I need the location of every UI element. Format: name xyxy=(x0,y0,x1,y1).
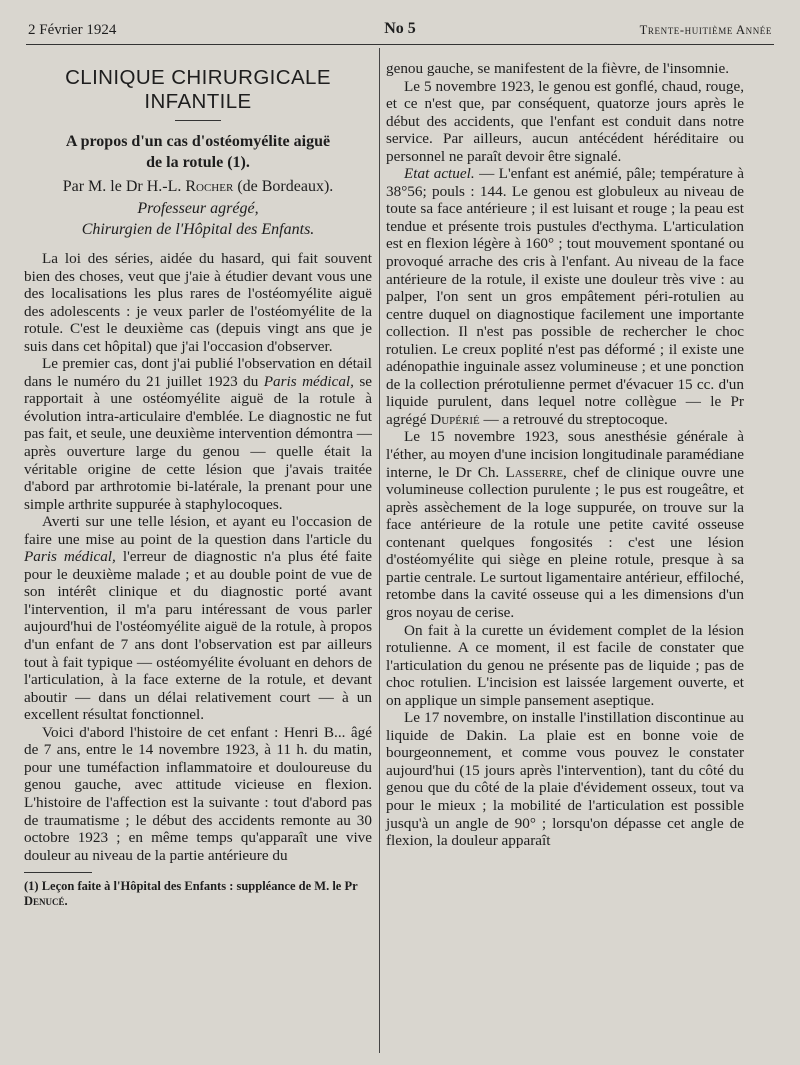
paragraph: Voici d'abord l'histoire de cet enfant : Henri B... âgé de 7 ans, entre le 14 novembre 1923, à 11 h. du matin, pour une tuméfaction inflammatoire et douloureuse du genou gauche, avec attitude vicieuse en flexion. L'histoire de l'affection est la suivante : tout d'abord pas de traumatisme ; le début des accidents remonte au 30 octobre 1923 ; en même temps qu'apparaît une vive douleur au niveau de la partie antérieure du xyxy=(24,723,372,864)
header-rule xyxy=(26,44,774,45)
issue-number: No 5 xyxy=(384,20,416,37)
section-title-line1: CLINIQUE CHIRURGICALE xyxy=(65,66,331,89)
byline-suffix: (de Bordeaux). xyxy=(237,178,334,195)
byline xyxy=(24,176,372,198)
paragraph: Le 17 novembre, on installe l'instillation discontinue au liquide de Dakin. La plaie est en bonne voie de bourgeonnement, et comme vous pouvez le constater aujourd'hui (15 jours après l'intervention), tant du côté du genou que du côté de la plaie d'évidement osseux, tout va pour le mieux ; la mobilité de l'articulation est possible jusqu'à un angle de 90° ; lorsqu'on dépasse cet angle de flexion, la douleur apparaît xyxy=(386,709,744,850)
paragraph: Etat actuel. — L'enfant est anémié, pâle; température à 38°56; pouls : 144. Le genou est globuleux au niveau de toute sa face antérieure ; il est luisant et rouge ; la peau est tendue et présente trois pustules d'ecthyma. L'articulation est en flexion légère à 160° ; tout mouvement spontané ou provoqué arrache des cris à l'enfant. Au niveau de la face antérieure de la rotule, il existe une douleur très vive : au palper, l'on sent un gros empâtement péri-rotulien au centre duquel on diagnostique facilement une importante collection. Il n'est pas possible de rechercher le choc rotulien. Le creux poplité n'est pas déformé ; il existe une adénopathie inguinale assez volumineuse ; et une ponction de la collection prérotulienne permet d'évacuer 15 cc. d'un liquide purulent, dans lequel notre collègue — le Pr agrégé Dupérié — a retrouvé du streptocoque. xyxy=(386,165,744,428)
paragraph: Le 5 novembre 1923, le genou est gonflé, chaud, rouge, et ce n'est que, par conséquent, quatorze jours après le début des accidents, que l'enfant est conduit dans notre service. Par ailleurs, aucun antécédent héréditaire ou personnel ne paraît devoir être signalé. xyxy=(386,77,744,165)
section-title xyxy=(24,66,372,114)
article-title-line1: A propos d'un cas d'ostéomyélite aiguë xyxy=(65,133,331,150)
author-name: Rocher xyxy=(185,178,234,195)
article-title xyxy=(24,131,372,173)
paragraph: Le 15 novembre 1923, sous anesthésie générale à l'éther, au moyen d'une incision longitudinale paramédiane interne, le Dr Ch. Lasserre, chef de clinique ouvre une volumineuse collection purulente ; le pus est rougeâtre, et après assèchement de la loge suppurée, on trouve sur la face antérieure de la rotule une petite cavité osseuse contenant quelques fongosités : c'est une lésion d'ostéomyélite qui siège en pleine rotule, presque à sa partie centrale. Le surtout ligamentaire antérieur, effiloché, retombe dans la cavité osseuse qui a les dimensions d'un gros noyau de cerise. xyxy=(386,428,744,621)
issue-date: 2 Février 1924 xyxy=(28,22,117,38)
author-affiliation-1: Professeur agrégé, xyxy=(137,200,259,217)
issue-year: Trente-huitième Année xyxy=(639,23,772,37)
paragraph: On fait à la curette un évidement complet de la lésion rotulienne. A ce moment, il est facile de constater que l'articulation du genou ne présente pas de liquide ; pas de choc rotulien. L'incision est laissée largement ouverte, et on applique un simple pansement aseptique. xyxy=(386,621,744,709)
paragraph: La loi des séries, aidée du hasard, qui fait souvent bien des choses, veut que j'aie à étudier devant vous une des localisations les plus rares de l'ostéomyélite aiguë des adolescents : je veux parler de l'ostéomyélite de la rotule. C'est le deuxième cas (depuis vingt ans que je suis dans cet hôpital) que j'ai l'occasion d'observer. xyxy=(24,250,372,355)
author-affiliation-2: Chirurgien de l'Hôpital des Enfants. xyxy=(81,221,315,238)
byline-prefix: Par M. le Dr H.-L. xyxy=(62,178,182,195)
footnote: (1) Leçon faite à l'Hôpital des Enfants : suppléance de M. le Pr Denucé. xyxy=(24,879,358,909)
footnote-rule xyxy=(24,872,92,873)
article-title-line2: de la rotule (1). xyxy=(146,154,250,171)
paragraph: Le premier cas, dont j'ai publié l'observation en détail dans le numéro du 21 juillet 1923 du Paris médical, se rapportait à une ostéomyélite aiguë de la rotule à évolution intra-articulaire d'emblée. Le diagnostic ne fut pas fait, et seule, une deuxième intervention démontra — après ouverture large du genou — quelle était la véritable origine de cette lésion que j'avais traitée d'abord par arthrotomie bi-latérale, la prenant pour une simple arthrite suppurée à staphylocoques. xyxy=(24,355,373,513)
section-title-line2: INFANTILE xyxy=(144,90,252,113)
paragraph: genou gauche, se manifestent de la fièvre, de l'insomnie. xyxy=(386,60,730,77)
page-header xyxy=(28,18,772,44)
left-column xyxy=(24,56,372,909)
paragraph: Averti sur une telle lésion, et ayant eu l'occasion de faire une mise au point de la question dans l'article du Paris médical, l'erreur de diagnostic n'a plus été faite pour le deuxième malade ; et au double point de vue de son intérêt clinique et du diagnostic porté avant l'intervention, il m'a paru intéressant de vous parler aujourd'hui de l'ostéomyélite aiguë de la rotule, à propos d'un enfant de 7 ans dont l'observation est par ailleurs tout à fait typique — ostéomyélite évoluant en dehors de l'articulation, à la face externe de la rotule, et devant aboutir — dans un délai relativement court — à un excellent résultat fonctionnel. xyxy=(24,513,372,724)
column-divider xyxy=(379,48,380,1053)
title-rule xyxy=(175,120,221,121)
right-column xyxy=(386,60,744,850)
